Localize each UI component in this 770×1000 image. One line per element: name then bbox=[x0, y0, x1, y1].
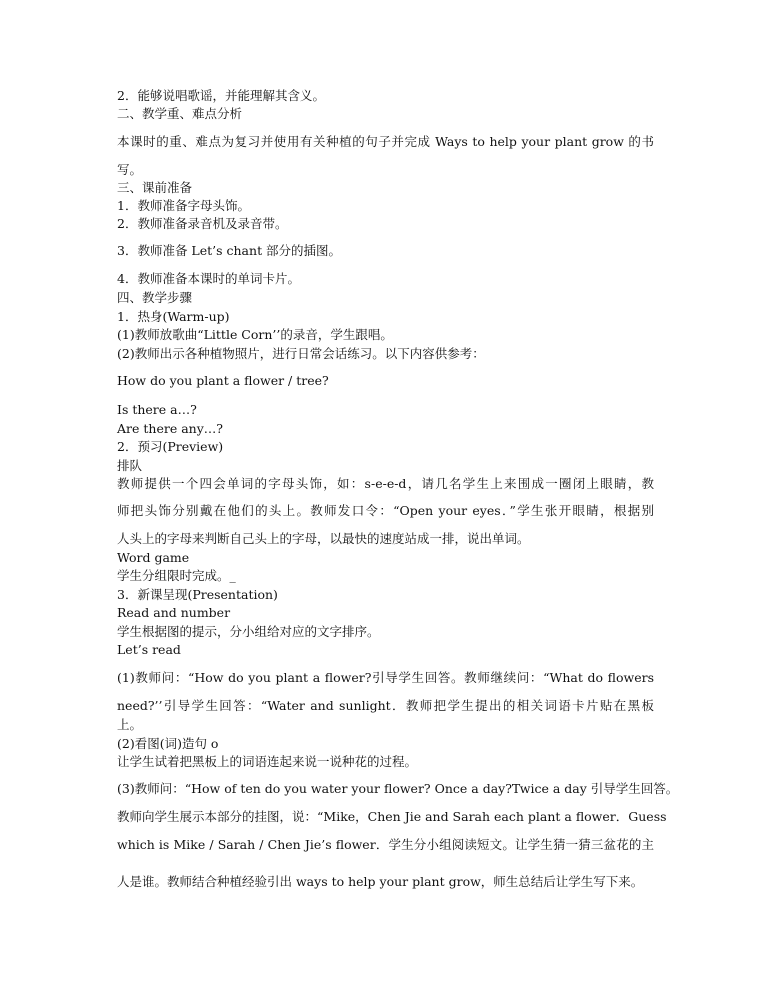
preparation-item-1: 1．教师准备字母头饰。 bbox=[117, 198, 250, 213]
lets-read-item-3-text-1: 教师向学生展示本部分的挂图，说：“Mike，Chen Jie and Sarah each plant a flower．Guess bbox=[117, 809, 667, 824]
step-3-heading: 3．新课呈现(Presentation) bbox=[117, 587, 278, 602]
activity-text-3: 人头上的字母来判断自己头上的字母，以最快的速度站成一排，说出单词。 bbox=[117, 531, 530, 546]
activity-text-1: 教师提供一个四会单词的字母头饰，如：s-e-e-d，请几名学生上来围成一圈闭上眼睛，教 bbox=[117, 476, 654, 491]
step-1-item-1: (1)教师放歌曲“Little Corn’’的录音，学生跟唱。 bbox=[117, 327, 393, 342]
step-2-heading: 2．预习(Preview) bbox=[117, 439, 224, 454]
lets-read-item-3-text-3: 人是谁。教师结合种植经验引出 ways to help your plant grow，师生总结后让学生写下来。 bbox=[117, 874, 644, 889]
lets-read-item-3-text-2: which is Mike / Sarah / Chen Jie’s flower．学生分小组阅读短文。让学生猜一猜三盆花的主 bbox=[117, 837, 654, 852]
lets-read-heading: Let’s read bbox=[117, 642, 181, 657]
step-1-item-2: (2)教师出示各种植物照片，进行日常会话练习。以下内容供参考： bbox=[117, 346, 485, 361]
preparation-item-3: 3．教师准备 Let’s chant 部分的插图。 bbox=[117, 243, 342, 258]
word-game-heading: Word game bbox=[117, 550, 190, 565]
lets-read-text-1: (1)教师问：“How do you plant a flower?引导学生回答。教师继续问：“What do flowers bbox=[117, 670, 654, 685]
key-points-text-cont: 写。 bbox=[117, 162, 143, 177]
objective-2: 2．能够说唱歌谣，并能理解其含义。 bbox=[117, 88, 325, 103]
word-game-text: 学生分组限时完成。_ bbox=[117, 568, 236, 583]
preparation-item-4: 4．教师准备本课时的单词卡片。 bbox=[117, 271, 300, 286]
reference-question-1: How do you plant a flower / tree? bbox=[117, 373, 329, 388]
read-and-number-heading: Read and number bbox=[117, 605, 231, 620]
lets-read-text-3: 上。 bbox=[117, 717, 143, 732]
activity-line-up: 排队 bbox=[117, 458, 143, 473]
section-heading-key-points: 二、教学重、难点分析 bbox=[117, 106, 243, 121]
read-and-number-text: 学生根据图的提示，分小组给对应的文字排序。 bbox=[117, 624, 380, 639]
reference-question-3: Are there any…? bbox=[117, 421, 223, 436]
key-points-text: 本课时的重、难点为复习并使用有关种植的句子并完成 Ways to help your plant grow 的书 bbox=[117, 134, 654, 149]
lets-read-item-2: (2)看图(词)造句 o bbox=[117, 736, 219, 751]
reference-question-2: Is there a…? bbox=[117, 402, 197, 417]
lets-read-item-2-text: 让学生试着把黑板上的词语连起来说一说种花的过程。 bbox=[117, 754, 418, 769]
section-heading-steps: 四、教学步骤 bbox=[117, 290, 193, 305]
activity-text-2: 师把头饰分别戴在他们的头上。教师发口令：“Open your eyes．”学生张开眼睛，根据别 bbox=[117, 503, 654, 518]
step-1-heading: 1．热身(Warm-up) bbox=[117, 309, 230, 324]
section-heading-preparation: 三、课前准备 bbox=[117, 180, 193, 195]
lets-read-text-2: need?’’引导学生回答：“Water and sunlight．教师把学生提出的相关词语卡片贴在黑板 bbox=[117, 698, 654, 713]
preparation-item-2: 2．教师准备录音机及录音带。 bbox=[117, 216, 288, 231]
lets-read-item-3: (3)教师问：“How of ten do you water your flower? Once a day?Twice a day 引导学生回答。 bbox=[117, 781, 679, 796]
